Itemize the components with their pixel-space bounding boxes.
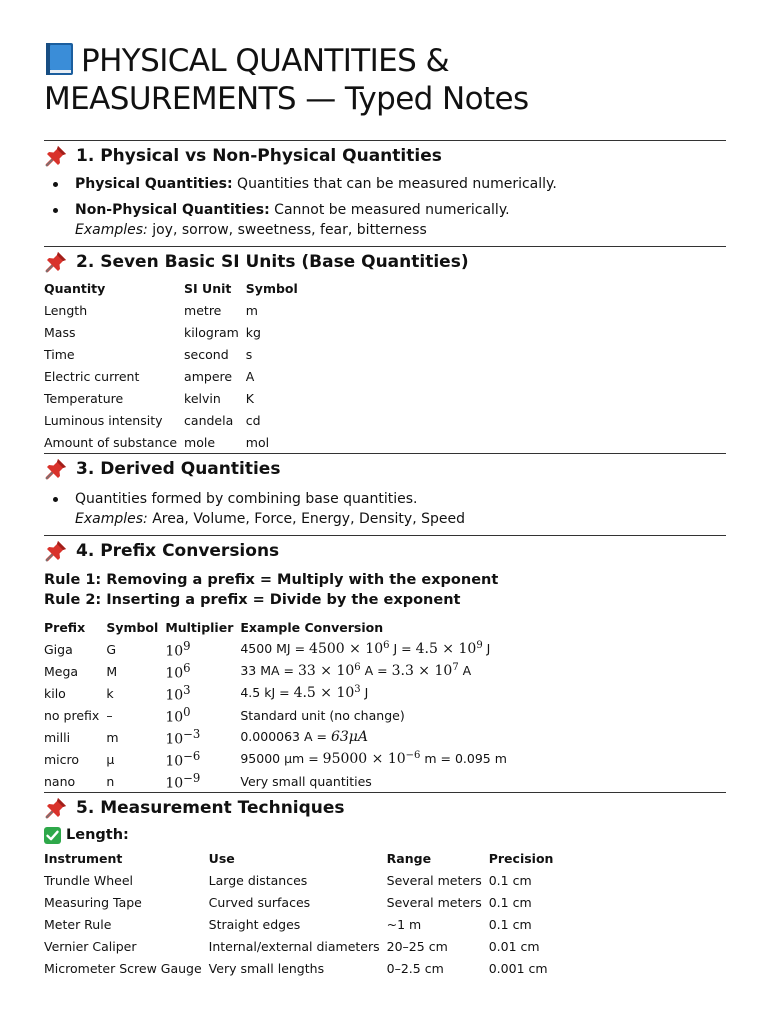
table-row [44,299,305,321]
table-cell: K [245,390,254,406]
table-cell: mole [184,434,216,450]
example-math: 63μA [330,729,368,745]
table-cell: Mega [44,663,79,679]
table-row [44,638,514,660]
multiplier-exponent: −3 [183,726,201,741]
table-cell: Mass [44,324,76,340]
table-row [44,660,514,682]
term-label: Physical Quantities: [75,176,233,192]
si-units-table [44,277,305,453]
example-text: A = [360,663,392,679]
table-cell: Luminous intensity [44,412,163,428]
example-text: J [360,685,369,701]
column-header: Multiplier [165,619,234,635]
table-row [44,431,305,453]
multiplier-exponent: 9 [183,638,191,653]
title-line-1: PHYSICAL QUANTITIES & [81,43,450,79]
list-item [44,489,726,529]
multiplier-exponent: 0 [183,704,191,719]
table-cell: Amount of substance [44,434,178,450]
rule-1: Rule 1: Removing a prefix = Multiply with the exponent [44,572,499,588]
example-conversion-cell [240,726,514,748]
table-cell: Electric current [44,368,140,384]
table-cell: Micrometer Screw Gauge [44,960,202,976]
examples-label: Examples: [75,222,148,238]
title-line-2: MEASUREMENTS — Typed Notes [44,81,529,117]
table-cell: Straight edges [208,916,301,932]
column-header: Example Conversion [240,619,384,635]
example-conversion-cell [240,748,514,770]
example-math: 3 [354,684,361,696]
example-math: 7 [452,662,459,674]
multiplier-exponent: 6 [183,660,191,675]
multiplier-base: 10 [165,775,184,792]
table-cell: 0.1 cm [488,916,532,932]
example-conversion-cell [240,770,514,792]
table-cell: Several meters [386,894,482,910]
bullet-list [44,174,726,240]
multiplier-base: 10 [165,753,184,770]
table-cell: 0.01 cm [488,938,540,954]
multiplier-base: 10 [165,643,184,660]
table-cell: Several meters [386,872,482,888]
table-cell: Giga [44,641,73,657]
section-heading-text: 4. Prefix Conversions [76,541,280,561]
column-header: Use [208,850,235,866]
table-cell: second [184,346,229,362]
table-cell: mol [245,434,270,450]
table-cell: A [245,368,255,384]
table-cell: Trundle Wheel [44,872,133,888]
table-row [44,682,514,704]
multiplier-cell [165,660,240,682]
section-1-heading [44,141,726,171]
example-text: J = [389,641,416,657]
table-row [44,748,514,770]
section-heading-text: 1. Physical vs Non-Physical Quantities [76,146,442,166]
table-cell: 0.001 cm [488,960,548,976]
bullet-list [44,489,726,529]
table-row [44,726,514,748]
section-3-heading [44,454,726,484]
page-title [44,0,726,118]
section-heading-text: 2. Seven Basic SI Units (Base Quantities) [76,252,469,272]
multiplier-base: 10 [165,665,184,682]
table-header-row [44,277,305,299]
section-4-heading [44,536,726,566]
multiplier-cell [165,726,240,748]
item-text: Quantities formed by combining base quantities. [75,491,418,507]
table-cell: ampere [184,368,233,384]
examples-label: Examples: [75,511,148,527]
example-math: 4.5 × 10 [415,641,477,658]
table-header-row [44,847,560,869]
pushpin-icon [44,144,68,168]
table-cell: Length [44,302,88,318]
table-cell: k [106,685,114,701]
column-header: Precision [488,850,554,866]
table-cell: candela [184,412,234,428]
table-cell: – [106,707,113,723]
table-header-row [44,616,514,638]
term-label: Non-Physical Quantities: [75,202,270,218]
table-row [44,957,560,979]
column-header: SI Unit [184,280,232,296]
multiplier-cell [165,748,240,770]
table-cell: 20–25 cm [386,938,448,954]
multiplier-cell [165,682,240,704]
table-cell: Vernier Caliper [44,938,137,954]
section-heading-text: 3. Derived Quantities [76,459,281,479]
table-row [44,387,305,409]
rule-2: Rule 2: Inserting a prefix = Divide by the exponent [44,591,461,608]
table-cell: micro [44,751,80,767]
example-text: J [482,641,491,657]
table-row [44,409,305,431]
example-math: −6 [405,750,421,762]
example-text: A [458,663,472,679]
table-cell: n [106,773,115,789]
table-cell: M [106,663,118,679]
multiplier-exponent: −6 [183,748,201,763]
table-row [44,704,514,726]
multiplier-cell [165,704,240,726]
column-header: Range [386,850,432,866]
pushpin-icon [44,250,68,274]
example-conversion-cell [240,704,514,726]
table-row [44,770,514,792]
measurement-table [44,847,560,979]
column-header: Quantity [44,280,106,296]
table-cell: G [106,641,116,657]
table-cell: kilogram [184,324,239,340]
table-cell: 0.1 cm [488,894,532,910]
table-cell: cd [245,412,261,428]
table-cell: Curved surfaces [208,894,311,910]
table-cell: Very small lengths [208,960,325,976]
table-row [44,935,560,957]
prefix-rules [44,571,726,610]
example-conversion-cell [240,660,514,682]
multiplier-base: 10 [165,709,184,726]
table-cell: 0–2.5 cm [386,960,444,976]
example-math: 33 × 10 [298,663,355,680]
example-math: 4500 × 10 [309,641,384,658]
pushpin-icon [44,796,68,820]
table-cell: kg [245,324,261,340]
check-mark-button-icon [44,827,61,844]
table-cell: Large distances [208,872,308,888]
section-heading-text: 5. Measurement Techniques [76,798,345,818]
example-conversion-cell [240,638,514,660]
table-cell: no prefix [44,707,100,723]
subheading-text: Length: [66,827,129,843]
section-2-heading [44,247,726,277]
table-cell: Measuring Tape [44,894,142,910]
examples-text: joy, sorrow, sweetness, fear, bitterness [147,222,427,238]
table-row [44,365,305,387]
multiplier-exponent: −9 [183,770,201,785]
example-text: 4.5 kJ = [240,685,294,701]
pushpin-icon [44,457,68,481]
table-cell: kelvin [184,390,221,406]
list-item [44,200,726,240]
table-row [44,321,305,343]
table-cell: metre [184,302,222,318]
table-cell: Internal/external diameters [208,938,380,954]
column-header: Prefix [44,619,86,635]
term-text: Quantities that can be measured numerically. [232,176,557,192]
example-math: 4.5 × 10 [293,685,355,702]
example-math: 9 [476,640,483,652]
column-header: Instrument [44,850,123,866]
column-header: Symbol [106,619,159,635]
table-cell: ~1 m [386,916,422,932]
table-cell: Time [44,346,75,362]
example-math: 6 [354,662,361,674]
section-5-heading [44,793,726,823]
example-math: 6 [383,640,390,652]
column-header: Symbol [245,280,298,296]
example-text: Standard unit (no change) [240,707,405,723]
blue-book-icon [44,42,75,76]
length-subheading [44,823,726,847]
list-item [44,174,726,194]
example-text: 4500 MJ = [240,641,310,657]
table-cell: milli [44,729,71,745]
prefix-table [44,616,514,792]
table-row [44,913,560,935]
example-text: 95000 μm = [240,751,323,767]
table-cell: m [106,729,119,745]
table-row [44,869,560,891]
example-text: Very small quantities [240,773,372,789]
table-row [44,891,560,913]
multiplier-cell [165,770,240,792]
example-math: 3.3 × 10 [391,663,453,680]
examples-text: Area, Volume, Force, Energy, Density, Speed [147,511,465,527]
table-cell: μ [106,751,115,767]
example-math: 95000 × 10 [322,751,406,768]
table-cell: s [245,346,253,362]
multiplier-cell [165,638,240,660]
example-text: m = 0.095 m [420,751,507,767]
term-text: Cannot be measured numerically. [269,202,510,218]
multiplier-base: 10 [165,731,184,748]
pushpin-icon [44,539,68,563]
table-cell: 0.1 cm [488,872,532,888]
table-cell: Temperature [44,390,124,406]
multiplier-base: 10 [165,687,184,704]
multiplier-exponent: 3 [183,682,191,697]
example-conversion-cell [240,682,514,704]
example-text: 33 MA = [240,663,298,679]
table-cell: Meter Rule [44,916,112,932]
example-text: 0.000063 A = [240,729,331,744]
table-row [44,343,305,365]
table-cell: kilo [44,685,66,701]
table-cell: m [245,302,258,318]
table-cell: nano [44,773,76,789]
